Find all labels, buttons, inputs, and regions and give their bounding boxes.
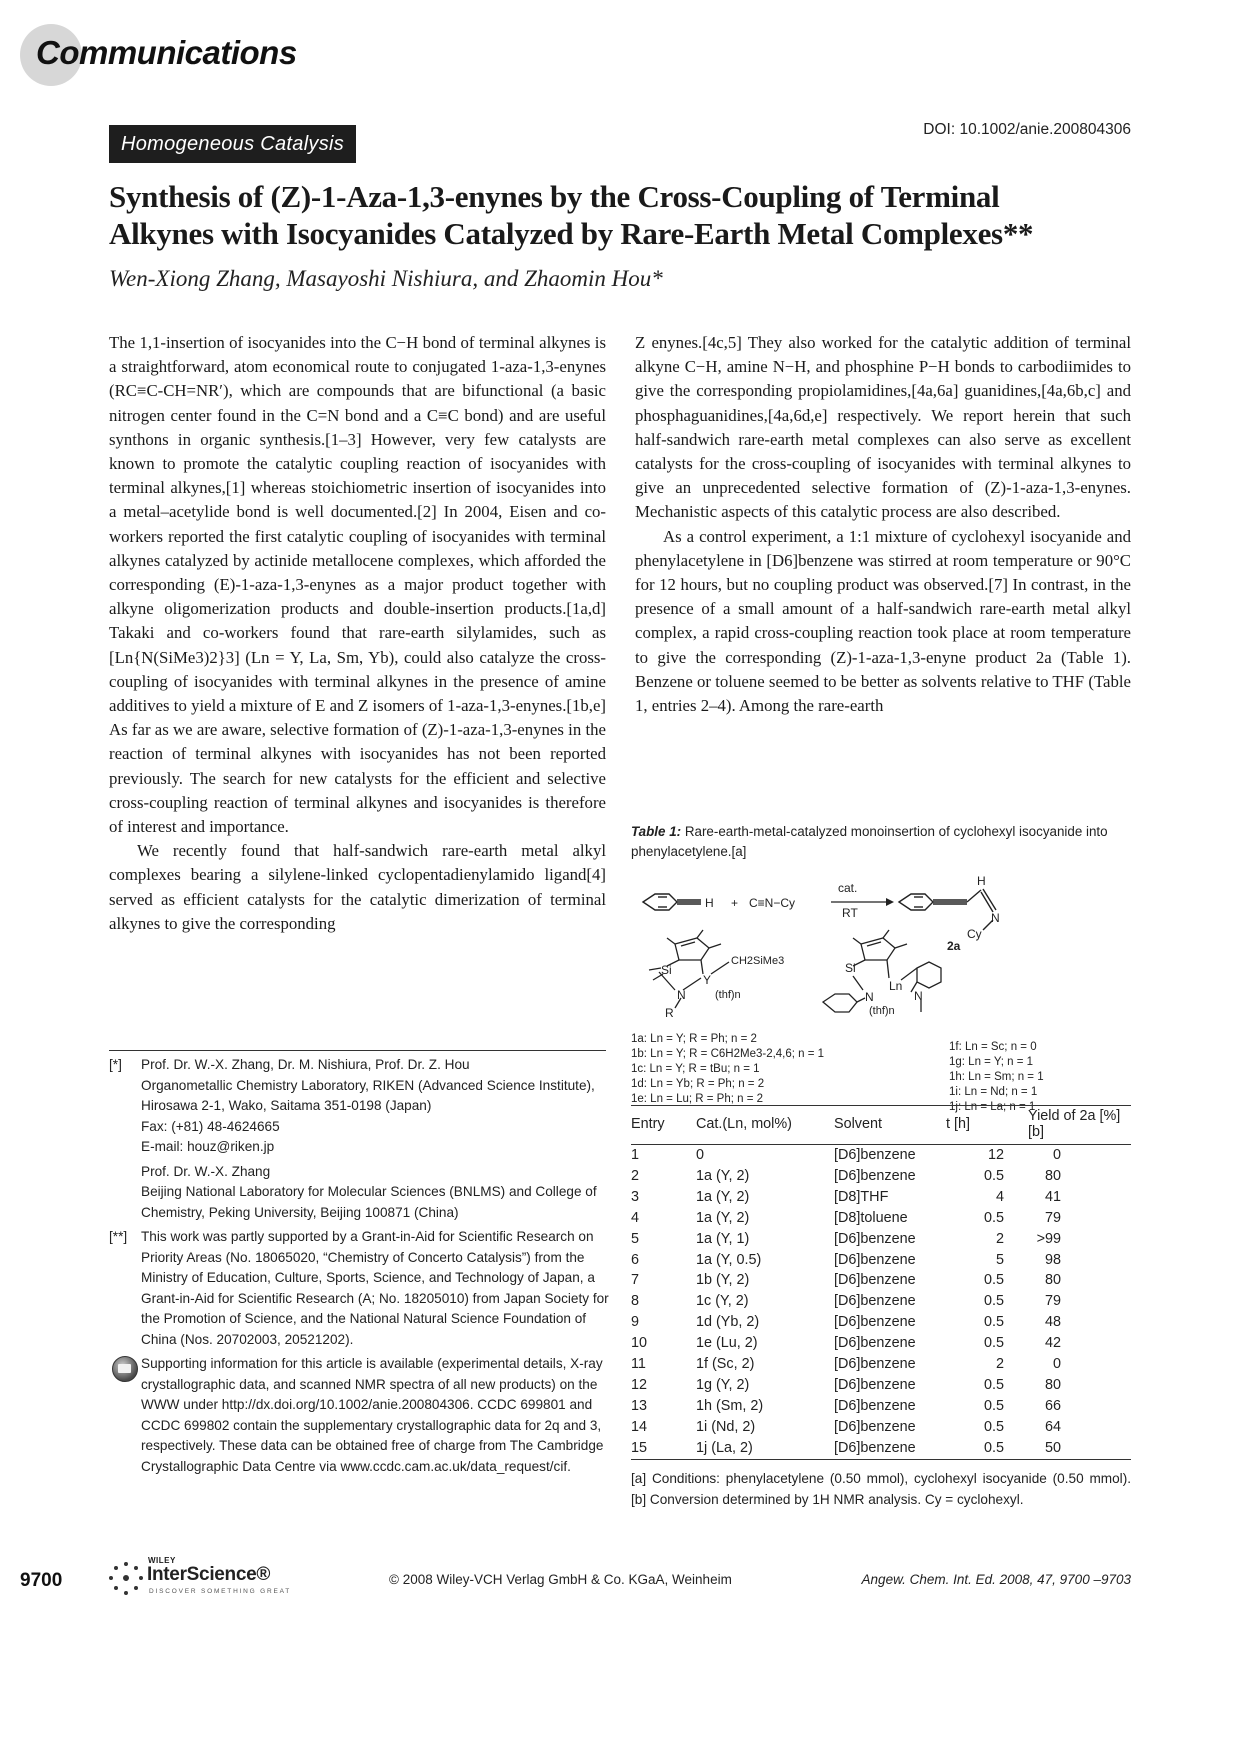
catalyst-entry: 1j: Ln = La; n = 1 (949, 1101, 1036, 1113)
email-link[interactable]: E-mail: houz@riken.jp (141, 1139, 275, 1154)
table-cell: 4 (995, 1188, 1004, 1205)
table-cell: 1a (Y, 2) (696, 1188, 750, 1205)
scheme-thf-right: (thf)n (869, 1005, 895, 1017)
affiliation-footnote (109, 1055, 609, 1223)
table-row (631, 1208, 1131, 1229)
reaction-scheme (631, 860, 1131, 1113)
results-table (631, 1105, 1131, 1460)
catalyst-entry: 1g: Ln = Y; n = 1 (949, 1056, 1034, 1068)
table-cell: 1f (Sc, 2) (696, 1356, 755, 1373)
table-cell: 1a (Y, 2) (696, 1209, 750, 1226)
scheme-y-left: Y (703, 973, 712, 987)
table-row (631, 1187, 1131, 1208)
table-cell: 1c (Y, 2) (696, 1293, 749, 1310)
table-row (631, 1375, 1131, 1396)
column-header: Entry (631, 1116, 665, 1132)
catalyst-entry: 1a: Ln = Y; R = Ph; n = 2 (631, 1033, 757, 1045)
table-cell: 2 (995, 1230, 1004, 1247)
table-cell: 0.5 (946, 1438, 1028, 1459)
table-cell: 1d (Yb, 2) (696, 1314, 760, 1331)
scheme-n: N (991, 911, 1000, 925)
table-row (631, 1145, 1131, 1166)
catalyst-entry: 1e: Ln = Lu; R = Ph; n = 2 (631, 1093, 764, 1105)
table-cell: 1j (La, 2) (696, 1438, 834, 1459)
table-cell: 12 (987, 1147, 1004, 1163)
table-row (631, 1166, 1131, 1187)
table-cell: 1i (Nd, 2) (696, 1418, 756, 1435)
footnote-mark: [*] (109, 1057, 122, 1072)
footnote-divider (109, 1050, 606, 1051)
table-cell: 98 (1044, 1251, 1061, 1268)
catalyst-list-right (949, 1041, 1044, 1113)
table-cell: 0.5 (983, 1209, 1004, 1226)
table-cell: 50 (1028, 1438, 1131, 1459)
scheme-product-label: 2a (947, 939, 961, 953)
table-cell: 6 (631, 1251, 640, 1268)
catalyst-entry: 1i: Ln = Nd; n = 1 (949, 1086, 1038, 1098)
funding-footnote (109, 1227, 609, 1350)
scheme-h-right: H (977, 874, 986, 888)
table-cell: [D6]benzene (834, 1356, 916, 1373)
table-cell: 64 (1044, 1418, 1061, 1435)
table-cell: 80 (1044, 1272, 1061, 1289)
table-cell: 12 (631, 1376, 648, 1393)
table-cell: 5 (631, 1230, 640, 1247)
table-cell: 1e (Lu, 2) (696, 1335, 758, 1352)
body-column-left (109, 331, 606, 936)
table-row (631, 1354, 1131, 1375)
copyright: © 2008 Wiley-VCH Verlag GmbH & Co. KGaA, Weinheim (389, 1572, 732, 1587)
footnote-line: Organometallic Chemistry Laboratory, RIKEN (Advanced Science Institute), Hirosawa 2-1, Wako, Saitama 351-0198 (Japan) (141, 1077, 595, 1113)
section-label: Communications (36, 34, 297, 71)
scheme-ch2sime3: CH2SiMe3 (731, 955, 785, 967)
table-cell: 0.5 (983, 1335, 1004, 1352)
catalyst-1f-1j-structure (823, 930, 941, 1012)
footnote-text: Supporting information for this article is available (experimental details, X-ray crystallographic data, and scanned NMR spectra of all new products) on the WWW under http://dx.doi.org/10.1002/anie.200804306. CCDC 699801 and CCDC 699802 contain the supplementary crystallographic data for 2q and 3, respectively. These data can be obtained free of charge from The Cambridge Crystallographic Data Centre via www.ccdc.cam.ac.uk/data_request/cif. (141, 1356, 604, 1474)
table-cell: [D6]benzene (834, 1272, 916, 1289)
table-cell: 13 (631, 1397, 648, 1414)
table-cell: 14 (631, 1418, 648, 1435)
column-header: Yield of 2a [%][b] (1028, 1108, 1121, 1140)
interscience-logo (107, 1556, 307, 1602)
table-cell: 0.5 (983, 1293, 1004, 1310)
scheme-rt: RT (842, 906, 858, 920)
table-cell: [D6]benzene (834, 1251, 916, 1268)
column-header: Solvent (834, 1116, 882, 1132)
table-cell: 4 (631, 1209, 640, 1226)
supporting-info-icon (112, 1356, 138, 1382)
table-cell: 79 (1044, 1209, 1061, 1226)
table-cell: 3 (631, 1188, 640, 1205)
table-cell: 80 (1044, 1376, 1061, 1393)
scheme-h-left: H (705, 896, 714, 910)
paragraph: The 1,1-insertion of isocyanides into the C−H bond of terminal alkynes is a straightforward, atom economical route to conjugated 1-aza-1,3-enynes (RC≡C-CH=NR′), which are compounds that are bifunctional (a basic nitrogen center found in the C=N bond and a C≡C bond) and are useful synthons in organic synthesis.[1–3] However, very few catalysts are known to promote the catalytic coupling reaction of isocyanides with terminal alkynes,[1] whereas stoichiometric insertion of isocyanides into a metal–acetylide bond is well documented.[2] In 2004, Eisen and co-workers reported the first catalytic coupling of isocyanides with terminal alkynes catalyzed by actinide metallocene complexes, which afforded the corresponding (E)-1-aza-1,3-enynes as a major product together with alkyne oligomerization products and double-insertion products.[1a,d] Takaki and co-workers found that rare-earth silylamides, such as [Ln{N(SiMe3)2}3] (Ln = Y, La, Sm, Yb), could also catalyze the cross-coupling of isocyanides with terminal alkynes in the presence of amine additives to yield a mixture of E and Z isomers of 1-aza-1,3-enynes.[1b,e] As far as we are aware, selective formation of (Z)-1-aza-1,3-enynes in the reaction of terminal alkynes with isocyanides has not been reported previously. The search for new catalysts for the efficient and selective cross-coupling reaction of terminal alkynes and isocyanides is therefore of interest and importance. (109, 333, 606, 837)
table-cell: 42 (1044, 1335, 1061, 1352)
table-row (631, 1438, 1131, 1459)
table-cell: >99 (1036, 1230, 1061, 1247)
table-cell: [D6]benzene (834, 1376, 916, 1393)
scheme-plus: + (731, 896, 739, 910)
catalyst-entry: 1d: Ln = Yb; R = Ph; n = 2 (631, 1078, 765, 1090)
scheme-si-right: Si (845, 961, 856, 975)
scheme-n-right: N (865, 990, 874, 1004)
table-row (631, 1417, 1131, 1438)
table-cell: 0.5 (983, 1272, 1004, 1289)
column-header: Cat.(Ln, mol%) (696, 1116, 792, 1132)
title-line-1: Synthesis of (Z)-1-Aza-1,3-enynes by the Cross-Coupling of Terminal (109, 179, 1000, 214)
table-row (631, 1291, 1131, 1312)
phenylacetylene-structure (643, 894, 701, 910)
table-cell: 2 (631, 1167, 640, 1184)
scheme-si-left: Si (661, 963, 672, 977)
catalyst-entry: 1h: Ln = Sm; n = 1 (949, 1071, 1044, 1083)
table-cell: 1 (631, 1147, 640, 1163)
table-cell: 0 (1052, 1147, 1061, 1163)
authors: Wen-Xiong Zhang, Masayoshi Nishiura, and Zhaomin Hou* (109, 266, 663, 291)
footnote-line: Prof. Dr. W.-X. Zhang (141, 1163, 271, 1179)
logo-wiley-text: WILEY (148, 1556, 176, 1565)
table-cell: 5 (995, 1251, 1004, 1268)
table-header-row (631, 1106, 1131, 1145)
table-row (631, 1312, 1131, 1333)
table-cell: [D6]benzene (834, 1293, 916, 1310)
doi[interactable]: DOI: 10.1002/anie.200804306 (923, 121, 1131, 138)
table-row (631, 1333, 1131, 1354)
table-cell: 1g (Y, 2) (696, 1376, 750, 1393)
table-cell: 0 (1052, 1356, 1061, 1373)
reaction-arrow (831, 898, 894, 906)
table-footnote: [a] Conditions: phenylacetylene (0.50 mmol), cyclohexyl isocyanide (0.50 mmol). [b] Conversion determined by 1H NMR analysis. Cy = cyclohexyl. (631, 1471, 1131, 1507)
table-row (631, 1396, 1131, 1417)
scheme-isocyanide: C≡N−Cy (749, 896, 796, 910)
table-cell: 48 (1044, 1314, 1061, 1331)
scheme-n-left: N (677, 988, 686, 1002)
table-label: Table 1: (631, 824, 682, 839)
scheme-r-left: R (665, 1006, 674, 1020)
table-cell: 9 (631, 1314, 640, 1331)
table-cell: 2 (995, 1356, 1004, 1373)
table-cell: 0.5 (983, 1314, 1004, 1331)
table-cell: [D6]benzene (834, 1418, 916, 1435)
table-cell: 66 (1044, 1397, 1061, 1414)
paragraph: Z enynes.[4c,5] They also worked for the catalytic addition of terminal alkyne C−H, amine N−H, and phosphine P−H bonds to carbodiimides to give the corresponding propiolamidines,[4a,6a] guanidines,[4a,6b,c] and phosphaguanidines,[4a,6d,e] respectively. We report herein that such half-sandwich rare-earth metal complexes can also serve as excellent catalysts for the cross-coupling of isocyanides with terminal alkynes to give an unprecedented selective formation of (Z)-1-aza-1,3-enynes. Mechanistic aspects of this catalytic process are also described. (635, 333, 1131, 522)
scheme-ln-right: Ln (889, 979, 903, 993)
table-cell: [D6]benzene (834, 1230, 916, 1247)
catalyst-entry: 1b: Ln = Y; R = C6H2Me3-2,4,6; n = 1 (631, 1048, 825, 1060)
logo-mark-icon (107, 1560, 145, 1598)
table-cell: [D6]benzene (834, 1335, 916, 1352)
column-header: t [h] (946, 1116, 970, 1132)
footnotes (109, 1055, 609, 1481)
table-row (631, 1270, 1131, 1291)
table-cell: 10 (631, 1335, 648, 1352)
table-cell: [D6]benzene (834, 1147, 916, 1163)
table-caption-text: Rare-earth-metal-catalyzed monoinsertion of cyclohexyl isocyanide into phenylacetylene.[a] (631, 824, 1108, 859)
title-line-2: Alkynes with Isocyanides Catalyzed by Rare-Earth Metal Complexes** (109, 216, 1034, 251)
category-badge: Homogeneous Catalysis (109, 125, 356, 163)
table-cell: 1h (Sm, 2) (696, 1397, 764, 1414)
table-cell: [D6]benzene (834, 1314, 916, 1331)
table-cell: 8 (631, 1293, 640, 1310)
table-cell: [D6]benzene (834, 1438, 946, 1459)
footnote-line: Prof. Dr. W.-X. Zhang, Dr. M. Nishiura, Prof. Dr. Z. Hou (141, 1057, 470, 1072)
table-cell: 0.5 (983, 1376, 1004, 1393)
scheme-cat: cat. (838, 881, 858, 895)
table-cell: 0 (696, 1147, 705, 1163)
logo-main-text: InterScience® (147, 1564, 271, 1585)
footnote-line: Beijing National Laboratory for Molecular Sciences (BNLMS) and College of Chemistry, Peking University, Beijing 100871 (China) (141, 1184, 597, 1220)
journal-citation: Angew. Chem. Int. Ed. 2008, 47, 9700 –9703 (861, 1572, 1131, 1587)
footnote-line: Fax: (+81) 48-4624665 (141, 1118, 280, 1134)
table-cell: [D6]benzene (834, 1397, 916, 1414)
page-number: 9700 (20, 1570, 63, 1591)
table-cell: 15 (631, 1438, 696, 1459)
table-cell: 1a (Y, 0.5) (696, 1251, 762, 1268)
table-cell: 1a (Y, 1) (696, 1230, 750, 1247)
article-title (109, 178, 1149, 252)
table-caption (631, 822, 1131, 862)
paragraph: We recently found that half-sandwich rare-earth metal alkyl complexes bearing a silylene-linked cyclopentadienylamido ligand[4] served as efficient catalysts for the catalytic dimerization of terminal alkynes to give the corresponding (109, 841, 606, 933)
paragraph: As a control experiment, a 1:1 mixture of cyclohexyl isocyanide and phenylacetylene in [D6]benzene was stirred at room temperature or 90°C for 12 hours, but no coupling product was observed.[7] In contrast, in the presence of a small amount of a half-sandwich rare-earth metal alkyl complex, a rapid cross-coupling reaction took place at room temperature to give the corresponding (Z)-1-aza-1,3-enyne product 2a (Table 1). Benzene or toluene seemed to be better as solvents relative to THF (Table 1, entries 2–4). Among the rare-earth (635, 526, 1131, 716)
supporting-info-footnote (109, 1354, 609, 1477)
footnote-text: This work was partly supported by a Grant-in-Aid for Scientific Research on Priority Areas (No. 18065020, “Chemistry of Concerto Catalysis”) from the Ministry of Education, Culture, Sports, Science, and Technology of Japan, a Grant-in-Aid for Scientific Research (A; No. 18205010) from Japan Society for the Promotion of Science, and the National Natural Science Foundation of China (Nos. 20702003, 20521202). (141, 1229, 609, 1347)
table-cell: 0.5 (983, 1167, 1004, 1184)
table-cell: 0.5 (983, 1418, 1004, 1435)
logo-tagline: DISCOVER SOMETHING GREAT (149, 1588, 292, 1595)
catalyst-entry: 1c: Ln = Y; R = tBu; n = 1 (631, 1063, 760, 1075)
table-cell: [D6]benzene (834, 1167, 916, 1184)
table-cell: 1b (Y, 2) (696, 1272, 750, 1289)
scheme-n2-right: N (914, 989, 923, 1003)
product-structure (899, 889, 996, 930)
footnote-mark: [**] (109, 1229, 128, 1244)
table-cell: 0.5 (983, 1397, 1004, 1414)
body-column-right (635, 331, 1131, 718)
table-cell: [D8]toluene (834, 1209, 908, 1226)
table-cell: 7 (631, 1272, 640, 1289)
table-cell: 11 (631, 1356, 646, 1373)
table-cell: 1a (Y, 2) (696, 1167, 750, 1184)
catalyst-entry: 1f: Ln = Sc; n = 0 (949, 1041, 1037, 1053)
scheme-thf-left: (thf)n (715, 989, 741, 1001)
table-row (631, 1229, 1131, 1250)
table-cell: 41 (1044, 1188, 1061, 1205)
table-cell: [D8]THF (834, 1188, 889, 1205)
catalyst-list-left (631, 1033, 824, 1105)
table-cell: 79 (1044, 1293, 1061, 1310)
table-cell: 80 (1044, 1167, 1061, 1184)
scheme-cy: Cy (967, 927, 982, 941)
table-row (631, 1250, 1131, 1271)
